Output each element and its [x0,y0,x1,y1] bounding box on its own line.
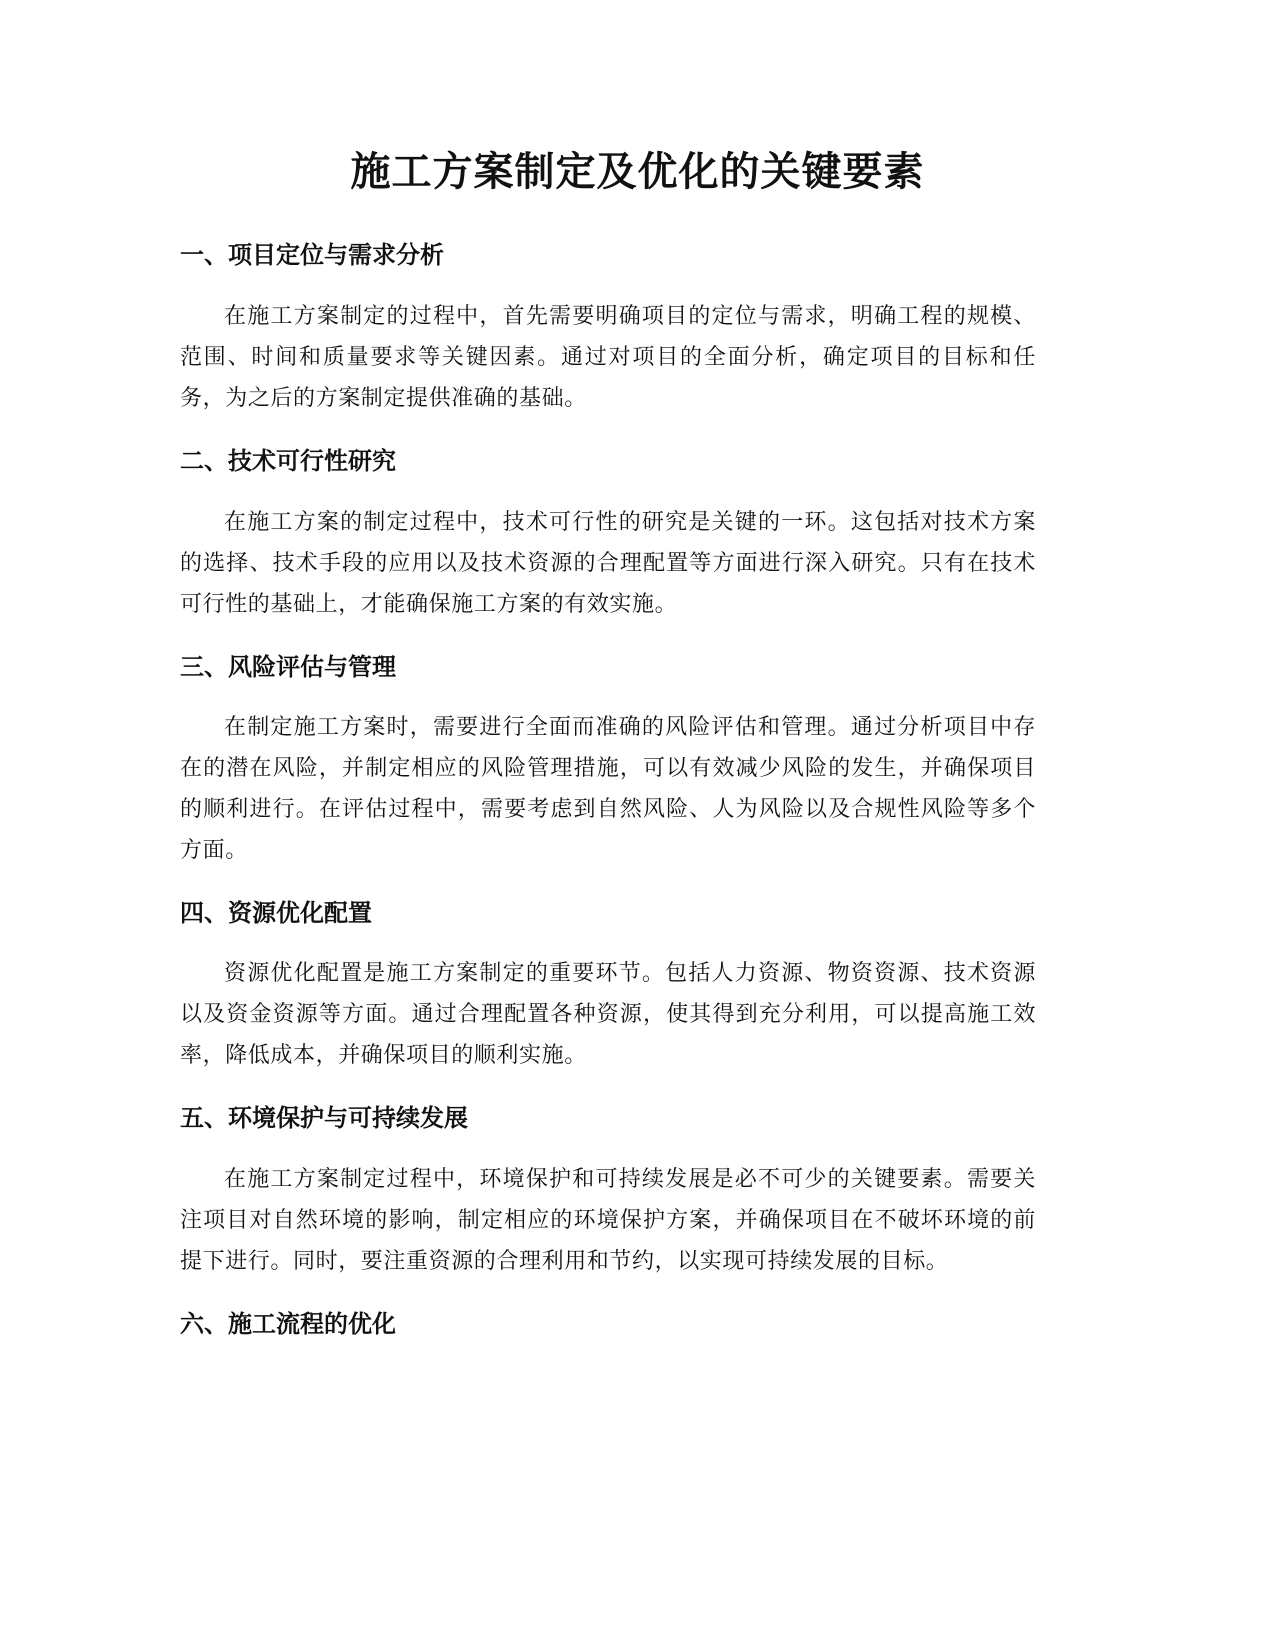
section-paragraph: 在制定施工方案时，需要进行全面而准确的风险评估和管理。通过分析项目中存在的潜在风险，并制定相应的风险管理措施，可以有效减少风险的发生，并确保项目的顺利进行。在评估过程中，需要考虑到自然风险、人为风险以及合规性风险等多个方面。 [180,715,1036,863]
section-paragraph: 在施工方案制定过程中，环境保护和可持续发展是必不可少的关键要素。需要关注项目对自然环境的影响，制定相应的环境保护方案，并确保项目在不破坏环境的前提下进行。同时，要注重资源的合理利用和节约，以实现可持续发展的目标。 [180,1167,1036,1274]
document-title: 施工方案制定及优化的关键要素 [350,149,925,195]
section-paragraph: 在施工方案的制定过程中，技术可行性的研究是关键的一环。这包括对技术方案的选择、技术手段的应用以及技术资源的合理配置等方面进行深入研究。只有在技术可行性的基础上，才能确保施工方案的有效实施。 [180,510,1036,617]
section-heading: 五、环境保护与可持续发展 [180,1104,468,1132]
section-heading: 六、施工流程的优化 [180,1310,396,1338]
section-heading: 二、技术可行性研究 [180,447,396,475]
section-paragraph: 资源优化配置是施工方案制定的重要环节。包括人力资源、物资资源、技术资源以及资金资源等方面。通过合理配置各种资源，使其得到充分利用，可以提高施工效率，降低成本，并确保项目的顺利实施。 [180,961,1036,1068]
section-heading: 四、资源优化配置 [180,899,372,927]
section-heading: 三、风险评估与管理 [180,653,396,681]
section-heading: 一、项目定位与需求分析 [180,241,444,269]
section-paragraph: 在施工方案制定的过程中，首先需要明确项目的定位与需求，明确工程的规模、范围、时间和质量要求等关键因素。通过对项目的全面分析，确定项目的目标和任务，为之后的方案制定提供准确的基础。 [180,304,1036,411]
